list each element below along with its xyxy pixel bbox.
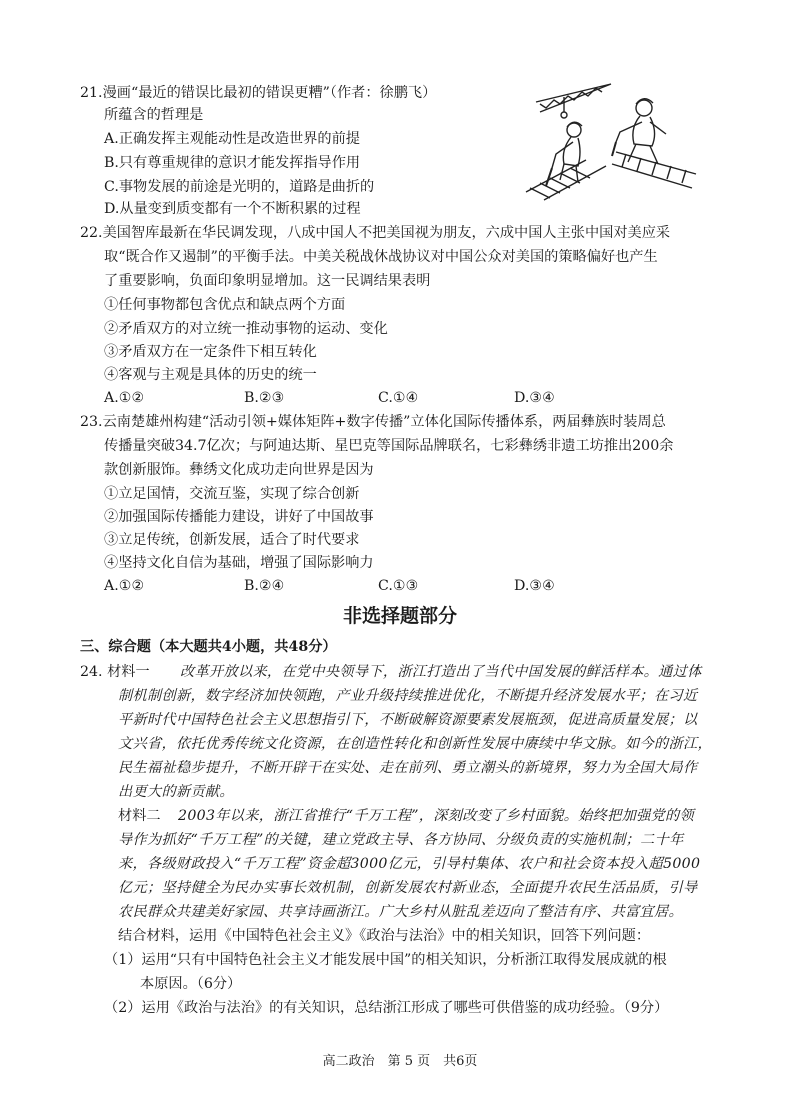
q24-material1-line4: 文兴省，依托优秀传统文化资源，在创造性转化和创新性发展中赓续中华文脉。如今的浙江，: [118, 736, 712, 752]
q24-material1-label: 24. 材料一: [80, 664, 150, 680]
q22-choice-d: D.③④: [514, 390, 555, 406]
q23-stem-line1: 23.云南楚雄州构建“活动引领+媒体矩阵+数字传播”立体化国际传播体系，两届彝族时装周总: [80, 414, 666, 430]
q24-material1-line1: 改革开放以来，在党中央领导下，浙江打造出了当代中国发展的鲜活样本。通过体: [180, 664, 702, 680]
q21-option-b: B.只有尊重规律的意识才能发挥指导作用: [104, 155, 361, 171]
q23-choice-d: D.③④: [514, 578, 555, 594]
part3-title: 三、综合题（本大题共4小题，共48分）: [80, 639, 337, 655]
q24-material2-line5: 农民群众共建美好家园、共享诗画浙江。广大乡村从脏乱差迈向了整洁有序、共富宜居。: [118, 904, 684, 920]
q22-statement-1: ①任何事物都包含优点和缺点两个方面: [104, 297, 346, 313]
q24-sub2: （2）运用《政治与法治》的有关知识，总结浙江形成了哪些可供借鉴的成功经验。（9分）: [104, 1000, 669, 1016]
q22-stem-line1: 22.美国智库最新在华民调发现，八成中国人不把美国视为朋友，六成中国人主张中国对美应采: [80, 225, 671, 241]
q24-material1-line5: 民生福祉稳步提升，不断开辟干在实处、走在前列、勇立潮头的新境界，努力为全国大局作: [118, 760, 698, 776]
q22-choice-c: C.①④: [378, 390, 419, 406]
q21-option-c: C.事物发展的前途是光明的，道路是曲折的: [104, 179, 375, 195]
q23-statement-3: ③立足传统，创新发展，适合了时代要求: [104, 532, 360, 548]
q24-material1-line2: 制机制创新，数字经济加快领跑，产业升级持续推进优化，不断提升经济发展水平；在习近: [118, 688, 698, 704]
q23-choice-a: A.①②: [104, 578, 145, 594]
q24-material1-line3: 平新时代中国特色社会主义思想指引下，不断破解资源要素发展瓶颈，促进高质量发展；以: [118, 712, 698, 728]
q22-statement-4: ④客观与主观是具体的历史的统一: [104, 367, 317, 383]
q22-statement-3: ③矛盾双方在一定条件下相互转化: [104, 344, 317, 360]
q21-option-d: D.从量变到质变都有一个不断积累的过程: [104, 201, 361, 217]
page-footer: 高二政治 第 5 页 共6页: [322, 1054, 478, 1069]
q24-material1-line6: 出更大的新贡献。: [118, 784, 234, 800]
q24-material2-label: 材料二: [118, 808, 161, 824]
q24-material2-line3: 来，各级财政投入“千万工程”资金超3000亿元，引导村集体、农户和社会资本投入超5000: [118, 856, 701, 872]
q23-stem-line3: 款创新服饰。彝绣文化成功走向世界是因为: [104, 462, 374, 478]
q21-option-a: A.正确发挥主观能动性是改造世界的前提: [104, 131, 360, 147]
q24-material2-line2: 导作为抓好“千万工程”的关键，建立党政主导、各方协同、分级负责的实施机制；二十年: [118, 832, 684, 848]
q22-choice-a: A.①②: [104, 390, 145, 406]
q23-statement-1: ①立足国情，交流互鉴，实现了综合创新: [104, 486, 360, 502]
q24-sub1-line2: 本原因。（6分）: [140, 976, 242, 992]
q24-sub1-line1: （1）运用“只有中国特色社会主义才能发展中国”的相关知识，分析浙江取得发展成就的根: [104, 952, 667, 968]
q23-stem-line2: 传播量突破34.7亿次；与阿迪达斯、星巴克等国际品牌联名，七彩彝绣非遗工坊推出200余: [104, 438, 674, 454]
q24-material2-line1: 2003年以来，浙江省推行“千万工程”，深刻改变了乡村面貌。始终把加强党的领: [178, 808, 695, 824]
q23-statement-4: ④坚持文化自信为基础，增强了国际影响力: [104, 555, 374, 571]
q23-choice-c: C.①③: [378, 578, 419, 594]
q21-stem-line2: 所蕴含的哲理是: [104, 107, 204, 123]
cartoon-illustration: [516, 82, 706, 204]
q22-statement-2: ②矛盾双方的对立统一推动事物的运动、变化: [104, 321, 388, 337]
q24-prompt: 结合材料，运用《中国特色社会主义》《政治与法治》中的相关知识，回答下列问题：: [118, 928, 651, 944]
section-heading: 非选择题部分: [342, 605, 457, 627]
q22-stem-line3: 了重要影响，负面印象明显增加。这一民调结果表明: [104, 273, 431, 289]
q23-statement-2: ②加强国际传播能力建设，讲好了中国故事: [104, 509, 374, 525]
q23-choice-b: B.②④: [244, 578, 285, 594]
q22-choice-b: B.②③: [244, 390, 285, 406]
q22-stem-line2: 取“既合作又遏制”的平衡手法。中美关税战休战协议对中国公众对美国的策略偏好也产生: [104, 249, 658, 265]
q24-material2-line4: 亿元；坚持健全为民办实事长效机制，创新发展农村新业态，全面提升农民生活品质，引导: [118, 880, 698, 896]
q21-stem-line1: 21.漫画“最近的错误比最初的错误更糟”（作者：徐鹏飞）: [80, 85, 437, 101]
